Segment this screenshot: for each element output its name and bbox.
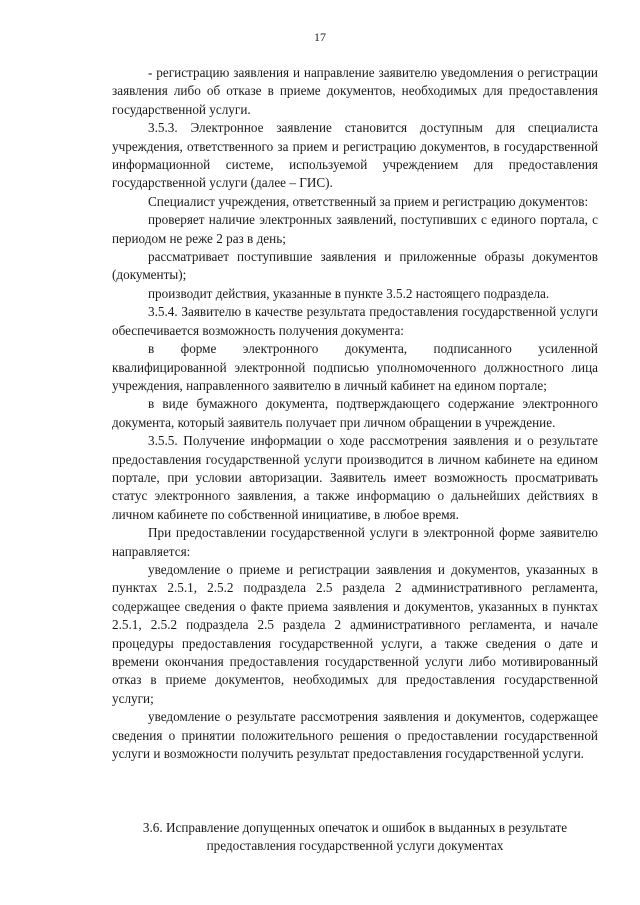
page-number: 17 xyxy=(314,30,326,44)
paragraph: 3.5.3. Электронное заявление становится доступным для специалиста учреждения, ответственного за прием и регистрацию документов, в государственной информационной системе, используемой учреждением для предоставления государственной услуги (далее – ГИС). xyxy=(112,120,598,191)
section-heading-line-2: предоставления государственной услуги документах xyxy=(206,838,504,854)
paragraph: уведомление о результате рассмотрения заявления и документов, содержащее сведения о принятии положительного решения о предоставлении государственной услуги и возможности получить результат предоставления государственной услуги. xyxy=(112,709,598,762)
paragraph: рассматривает поступившие заявления и приложенные образы документов (документы); xyxy=(112,249,598,283)
section-heading-line-1: 3.6. Исправление допущенных опечаток и ошибок в выданных в результате xyxy=(142,820,568,835)
paragraph: Специалист учреждения, ответственный за прием и регистрацию документов: xyxy=(148,193,589,209)
section-heading xyxy=(112,819,598,856)
paragraph: 3.5.5. Получение информации о ходе рассмотрения заявления и о результате предоставления государственной услуги производится в личном кабинете на едином портале, при условии авторизации. Заявитель имеет возможность просматривать статус электронного заявления, а также информацию о дальнейших действиях в личном кабинете по собственной инициативе, в любое время. xyxy=(112,433,598,522)
paragraph: При предоставлении государственной услуги в электронной форме заявителю направляется: xyxy=(112,525,598,559)
paragraph: в виде бумажного документа, подтверждающего содержание электронного документа, который заявитель получает при личном обращении в учреждение. xyxy=(112,396,598,430)
paragraph: - регистрацию заявления и направление заявителю уведомления о регистрации заявления либо об отказе в приеме документов, необходимых для предоставления государственной услуги. xyxy=(112,65,598,117)
paragraph: проверяет наличие электронных заявлений, поступивших с единого портала, с периодом не реже 2 раз в день; xyxy=(112,212,598,246)
paragraph: в форме электронного документа, подписанного усиленной квалифицированной электронной подписью уполномоченного должностного лица учреждения, направленного заявителю в личный кабинет на едином портале; xyxy=(112,341,598,393)
paragraph: 3.5.4. Заявителю в качестве результата предоставления государственной услуги обеспечивается возможность получения документа: xyxy=(112,304,598,338)
paragraph: производит действия, указанные в пункте 3.5.2 настоящего подраздела. xyxy=(148,285,550,301)
body-text xyxy=(112,64,598,763)
paragraph: уведомление о приеме и регистрации заявления и документов, указанных в пунктах 2.5.1, 2.5.2 подраздела 2.5 раздела 2 административного регламента, содержащее сведения о факте приема заявления и документов, указанных в пунктах 2.5.1, 2.5.2 подраздела 2.5 раздела 2 административного регламента, и начале процедуры предоставления государственной услуги, а также сведения о дате и времени окончания предоставления государственной услуги либо мотивированный отказ в приеме документов, необходимых для предоставления государственной услуги; xyxy=(112,561,598,706)
